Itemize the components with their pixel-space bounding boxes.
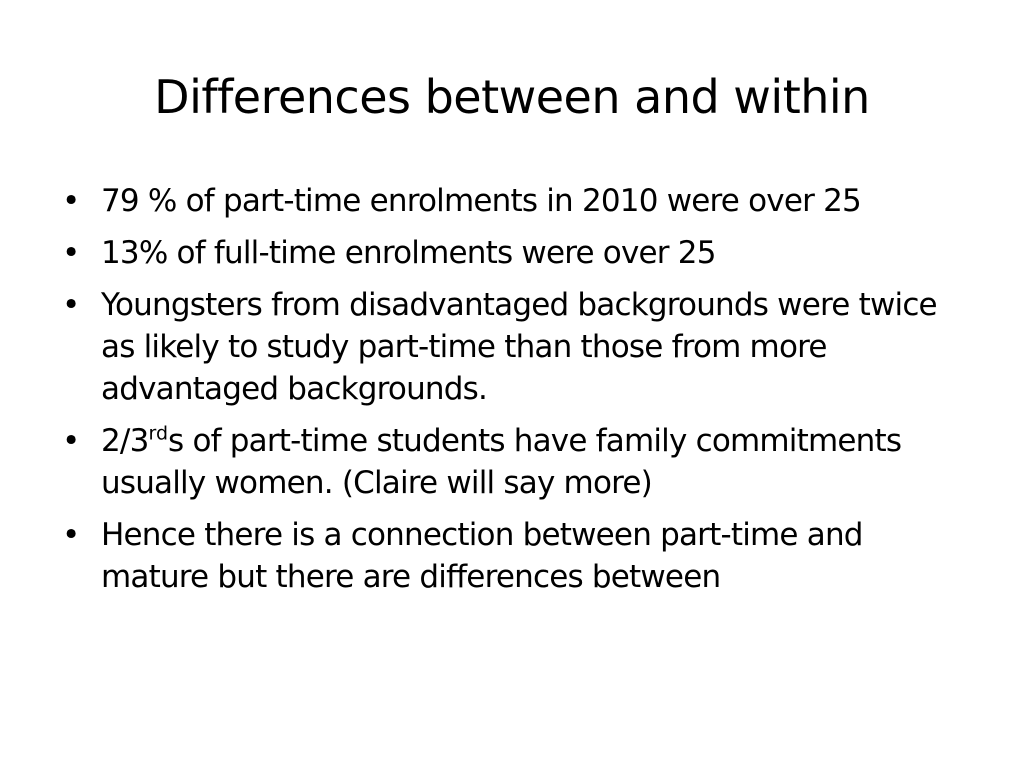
bullet-text: Youngsters from disadvantaged backgrounds were twice as likely to study part-time than those from more advantaged backgrounds. <box>101 287 937 407</box>
bullet-text: 79 % of part-time enrolments in 2010 were over 25 <box>101 183 861 219</box>
ordinal-superscript: rd <box>148 422 169 445</box>
bullet-icon: • <box>62 235 80 271</box>
bullet-item-2 <box>62 232 962 274</box>
bullet-list <box>62 180 962 608</box>
bullet-icon: • <box>62 183 80 219</box>
bullet-item-1 <box>62 180 962 222</box>
bullet-text: 13% of full-time enrolments were over 25 <box>101 235 716 271</box>
bullet-text: Hence there is a connection between part-time and mature but there are differences between <box>101 517 863 595</box>
bullet-item-3 <box>62 284 962 410</box>
bullet-item-4 <box>62 420 962 504</box>
bullet-item-5 <box>62 514 962 598</box>
bullet-icon: • <box>62 517 80 553</box>
bullet-icon: • <box>62 287 80 323</box>
bullet-text <box>101 423 901 501</box>
bullet-text-pre: 2/3 <box>101 423 149 459</box>
bullet-text-post: s of part-time students have family commitments usually women. (Claire will say more) <box>101 423 902 501</box>
bullet-icon: • <box>62 423 80 459</box>
slide-title: Differences between and within <box>154 70 870 124</box>
